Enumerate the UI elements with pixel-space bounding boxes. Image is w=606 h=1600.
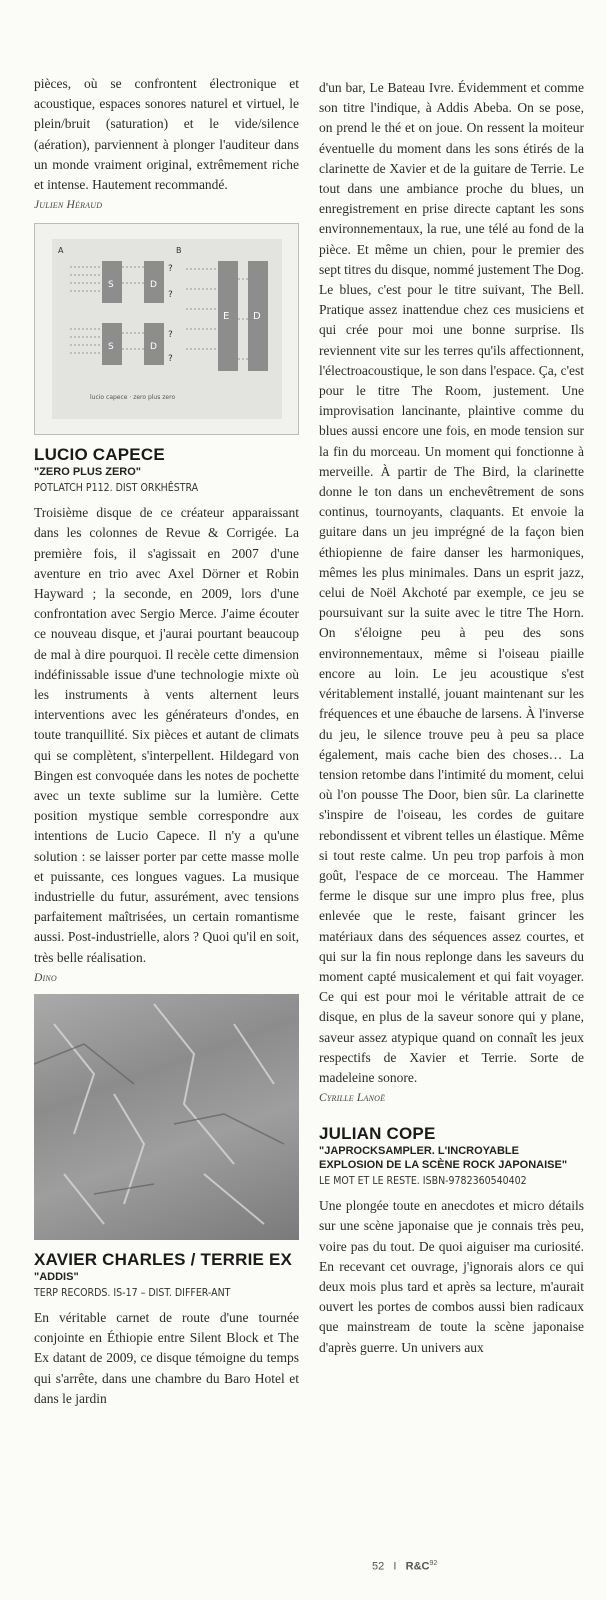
svg-text:S: S <box>107 280 114 291</box>
review-text-addis-start: En véritable carnet de route d'une tournée conjointe en Éthiopie entre Silent Block et The Ex datant de 2009, ce disque témoigne du temps qui s'arrête, dans une chambre du Baro Hotel et dans le jardin <box>34 1309 299 1406</box>
cover-caption: lucio capece · zero plus zero <box>89 394 175 402</box>
review-text-lucio-capece: Troisième disque de ce créateur apparaissant dans les colonnes de Revue & Corrigée. La première fois, il s'agissait en 2007 d'une aventure en trio avec Axel Dörner et Robin Hayward ; la seconde, en 2009, lors d'une confrontation avec Sergio Merce. J'aime écouter ce nouveau disque, et j'aurai pourtant beaucoup de mal à dire pourquoi. Il recèle cette dimension indéfinissable issue d'une technologie mixte où les instruments à vents alternent leurs interventions avec les générateurs d'ondes, en toute tranquillité. Six pièces et autant de climats qui se complètent, s'interpellent. Hildegard von Bingen est convoquée dans les notes de pochette avec un texte sublime sur la lumière. Cette position mystique semble correspondre aux intentions de Lucio Capece. Il n'y a qu'une solution : se laisser porter par cette masse molle et puissante, ces longues vagues. La musique industrielle du futur, assurément, avec tensions parfaitement maîtrisées, un certain romantisme aussi. Post-industrielle, alors ? Quoi qu'il en soit, très belle réalisation. <box>34 505 299 965</box>
magazine-name: R&C <box>405 1560 430 1573</box>
artist-julian-cope: JULIAN COPE <box>319 1124 436 1144</box>
svg-text:?: ? <box>167 330 173 341</box>
svg-text:?: ? <box>167 354 173 365</box>
svg-text:D: D <box>149 342 157 353</box>
signature-cyrille-lanoe: Cyrille Lanoë <box>319 1092 386 1105</box>
svg-text:D: D <box>252 311 261 323</box>
svg-text:D: D <box>149 280 157 291</box>
review-text-julian-cope: Une plongée toute en anecdotes et micro détails sur une scène japonaise que je connais très peu, voire pas du tout. De quoi aiguiser ma curiosité. En recevant cet ouvrage, j'ignorais alors ce qui deux mois plus tard et après sa lecture, m'aurait ouvert les portes de combos aussi bien radicaux que mainstream de toute la scène japonaise d'après guerre. Un univers aux <box>319 1198 584 1355</box>
label-potlatch: POTLATCH P112. DIST ORKHÊSTRA <box>34 482 199 495</box>
svg-text:B: B <box>175 246 181 256</box>
right-column <box>319 78 584 1358</box>
svg-text:A: A <box>57 246 63 256</box>
review-text-addis-continued: d'un bar, Le Bateau Ivre. Évidemment et comme son titre l'indique, à Addis Abeba. On se pose, on prend le thé et on joue. On ressent la moiteur éventuelle du moment dans les sons étirés de la clarinette de Xavier et de la guitare de Terrie. Le tout dans une ambiance proche du blues, un enregistrement en prise directe captant les sons environnementaux, la rue, une télé au fond de la pièce. Et même un chien, pour le premier des sept titres du disque, nommé justement The Dog. Le blues, c'est pour le titre suivant, The Bell. Pratique assez inattendue chez ces musiciens et qui crée pour moi une bonne surprise. Ils reviennent vite sur les terres qu'ils affectionnent, l'électroacoustique, le son dans l'espace. Ça, c'est pour le titre The Room, justement. Une improvisation lancinante, plaintive comme du blues aussi encore une fois, en mode tension sur la fin du morceau. Un moment qui fonctionne à merveille. À partir de The Bird, la clarinette donne le ton dans un enchevêtrement de sons continus, tournoyants, claquants. Et envoie la guitare dans un jeu imprégné de la façon bien éthiopienne de faire danser les harmoniques, mêmes les plus minimales. Dans un esprit jazz, celui de Noël Akchoté par exemple, ce jeu se poursuivant sur la suite avec le titre The Horn. On s'éloigne peu à peu des sons environnementaux, même si l'oiseau piaille encore au loin. Le jeu acoustique s'est véritablement installé, jouant maintenant sur les fréquences et une ébauche de larsens. À l'inverse du jeu, le silence trouve peu à peu sa place également, mais cache bien des choses… La tension retombe dans l'intimité du moment, celui où l'on pousse The Door, bien sûr. La clarinette s'inspire de l'oiseau, les cordes de guitare rebondissent et vibrent telles un élastique. Même si tout reste calme. Un peu trop parfois à mon goût, l'espace de ce morceau. The Hammer ferme le disque sur une impro plus free, plus enlevée que le reste, faisant grincer les matériaux dans des séquences assez courtes, et qui sur la fin nous replonge dans les saveurs du moment capté musicalement et qui fait voyager. Ce qui est pour moi le véritable attrait de ce disque, en plus de la saveur sonore qui y plane, saveur assez atypique quand on connaît les jeux respectifs de Xavier et Terrie. Sorte de madeleine sonore. <box>319 80 584 1085</box>
issue-number: 92 <box>429 1560 438 1567</box>
svg-text:?: ? <box>167 264 173 275</box>
page-footer <box>372 1560 437 1573</box>
footer-separator: I <box>393 1560 397 1573</box>
album-title-zero-plus-zero: "ZERO PLUS ZERO" <box>34 466 141 479</box>
album-cover-addis <box>34 994 299 1240</box>
artist-lucio-capece: LUCIO CAPECE <box>34 445 165 465</box>
book-title-japrocksampler: "JAPROCKSAMPLER. L'INCROYABLE EXPLOSION DE LA SCÈNE ROCK JAPONAISE" <box>319 1145 568 1172</box>
intro-signature: Julien Héraud <box>34 199 103 212</box>
intro-text: pièces, où se confrontent électronique et acoustique, espaces sonores naturel et virtuel, le plein/bruit (saturation) et le vide/silence (aération), parviennent à plonger l'auditeur dans un monde vraiment original, extrêmement riche et intense. Hautement recommandé. <box>34 76 299 193</box>
artist-xavier-charles-terrie-ex: XAVIER CHARLES / TERRIE EX <box>34 1249 293 1269</box>
signature-dino: Dino <box>34 971 57 984</box>
publisher-le-mot-et-le-reste: LE MOT ET LE RESTE. ISBN-9782360540402 <box>319 1175 527 1188</box>
left-column <box>34 74 299 1409</box>
cover-diagram <box>52 239 282 419</box>
album-cover-zero-plus-zero <box>34 223 299 435</box>
label-terp-records: TERP RECORDS. IS-17 – DIST. DIFFER-ANT <box>34 1286 231 1299</box>
svg-text:E: E <box>222 311 229 323</box>
page-number: 52 <box>372 1560 385 1573</box>
album-title-addis: "ADDIS" <box>34 1270 79 1283</box>
svg-text:?: ? <box>167 290 173 301</box>
svg-text:S: S <box>107 342 114 353</box>
